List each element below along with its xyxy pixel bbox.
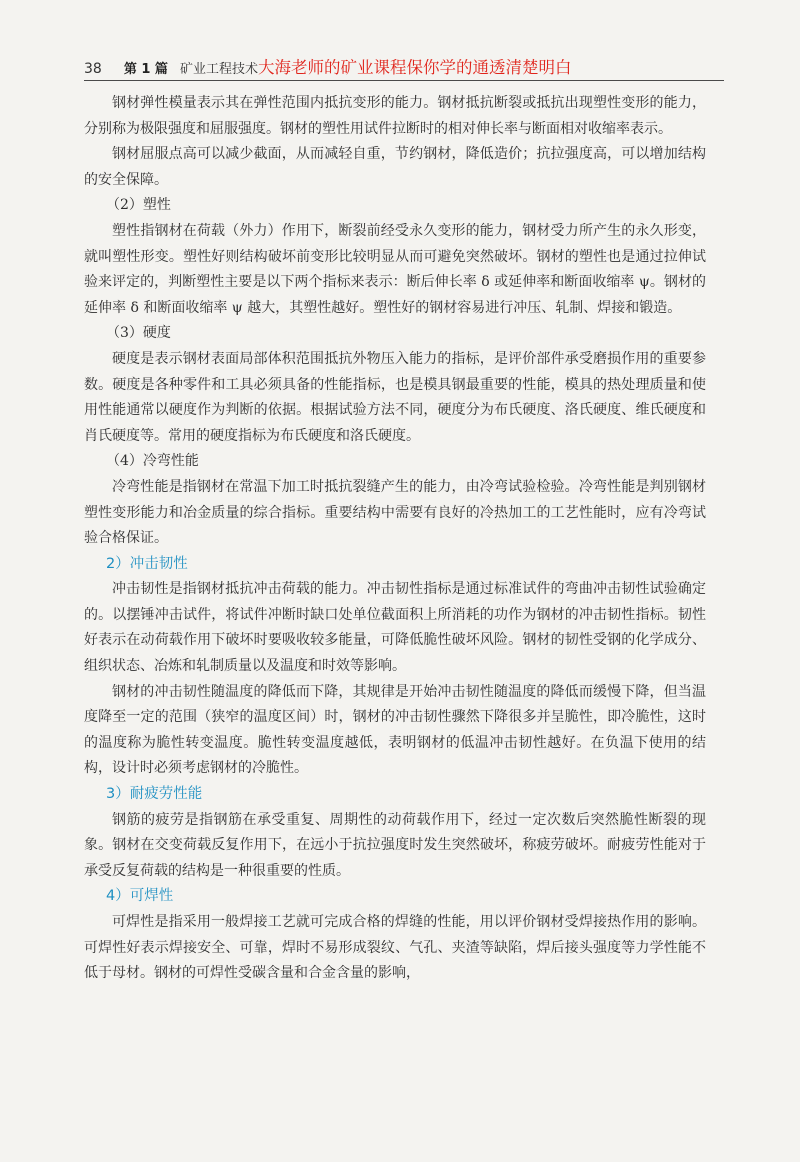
page-header [84,54,724,78]
page-number: 38 [84,61,102,77]
paragraph-weldability: 可焊性是指采用一般焊接工艺就可完成合格的焊缝的性能，用以评价钢材受焊接热作用的影响。可焊性好表示焊接安全、可靠，焊时不易形成裂纹、气孔、夹渣等缺陷，焊后接头强度等力学性能不低于母材。钢材的可焊性受碳含量和合金含量的影响， [84,914,706,982]
part-label: 第 1 篇 [123,62,168,77]
section-heading-weldability: 4）可焊性 [106,888,174,905]
paragraph-fatigue: 钢筋的疲劳是指钢筋在承受重复、周期性的动荷载作用下，经过一定次数后突然脆性断裂的现象。钢材在交变荷载反复作用下，在远小于抗拉强度时发生突然破坏，称疲劳破坏。耐疲劳性能对于承受反复荷载的结构是一种很重要的性质。 [84,811,706,879]
paragraph-yield-point: 钢材屈服点高可以减少截面，从而减轻自重，节约钢材，降低造价；抗拉强度高，可以增加结构的安全保障。 [84,146,706,188]
book-title: 矿业工程技术 [179,62,258,77]
paragraph-hardness: 硬度是表示钢材表面局部体积范围抵抗外物压入能力的指标，是评价部件承受磨损作用的重要参数。硬度是各种零件和工具必须具备的性能指标，也是模具钢最重要的性能，模具的热处理质量和使用性能通常以硬度作为判断的依据。根据试验方法不同，硬度分为布氏硬度、洛氏硬度、维氏硬度和肖氏硬度等。常用的硬度指标为布氏硬度和洛氏硬度。 [84,350,706,444]
watermark-text: 大海老师的矿业课程保你学的通透清楚明白 [257,58,572,77]
paragraph-plasticity: 塑性指钢材在荷载（外力）作用下，断裂前经受永久变形的能力，钢材受力所产生的永久形变，就叫塑性形变。塑性好则结构破坏前变形比较明显从而可避免突然破坏。钢材的塑性也是通过拉伸试验来评定的，判断塑性主要是以下两个指标来表示：断后伸长率 δ 或延伸率和断面收缩率 ψ。钢材的延伸率 δ 和断面收缩率 ψ 越大，其塑性越好。塑性好的钢材容易进行冲压、轧制、焊接和锻造。 [84,222,706,316]
paragraph-cold-bend: 冷弯性能是指钢材在常温下加工时抵抗裂缝产生的能力，由冷弯试验检验。冷弯性能是判别钢材塑性变形能力和冶金质量的综合指标。重要结构中需要有良好的冷热加工的工艺性能时，应有冷弯试验合格保证。 [84,478,706,547]
subheading-cold-bend: （4）冷弯性能 [106,453,199,470]
subheading-hardness: （3）硬度 [106,325,171,342]
page-body [84,91,706,987]
section-heading-fatigue: 3）耐疲劳性能 [106,786,203,803]
section-heading-impact-toughness: 2）冲击韧性 [106,555,188,572]
header-rule [84,80,724,81]
paragraph-elastic-modulus: 钢材弹性模量表示其在弹性范围内抵抗变形的能力。钢材抵抗断裂或抵抗出现塑性变形的能力，分别称为极限强度和屈服强度。钢材的塑性用试件拉断时的相对伸长率与断面相对收缩率表示。 [84,95,706,137]
paragraph-impact-toughness: 冲击韧性是指钢材抵抗冲击荷载的能力。冲击韧性指标是通过标准试件的弯曲冲击韧性试验确定的。以摆锤冲击试件，将试件冲断时缺口处单位截面积上所消耗的功作为钢材的冲击韧性指标。韧性好表示在动荷载作用下破坏时要吸收较多能量，可降低脆性破坏风险。钢材的韧性受钢的化学成分、组织状态、冶炼和轧制质量以及温度和时效等影响。 [84,581,706,675]
subheading-plasticity: （2）塑性 [106,197,171,214]
paragraph-cold-brittleness: 钢材的冲击韧性随温度的降低而下降，其规律是开始冲击韧性随温度的降低而缓慢下降，但当温度降至一定的范围（狭窄的温度区间）时，钢材的冲击韧性骤然下降很多并呈脆性，即冷脆性，这时的温度称为脆性转变温度。脆性转变温度越低，表明钢材的低温冲击韧性越好。在负温下使用的结构，设计时必须考虑钢材的冷脆性。 [84,683,706,777]
